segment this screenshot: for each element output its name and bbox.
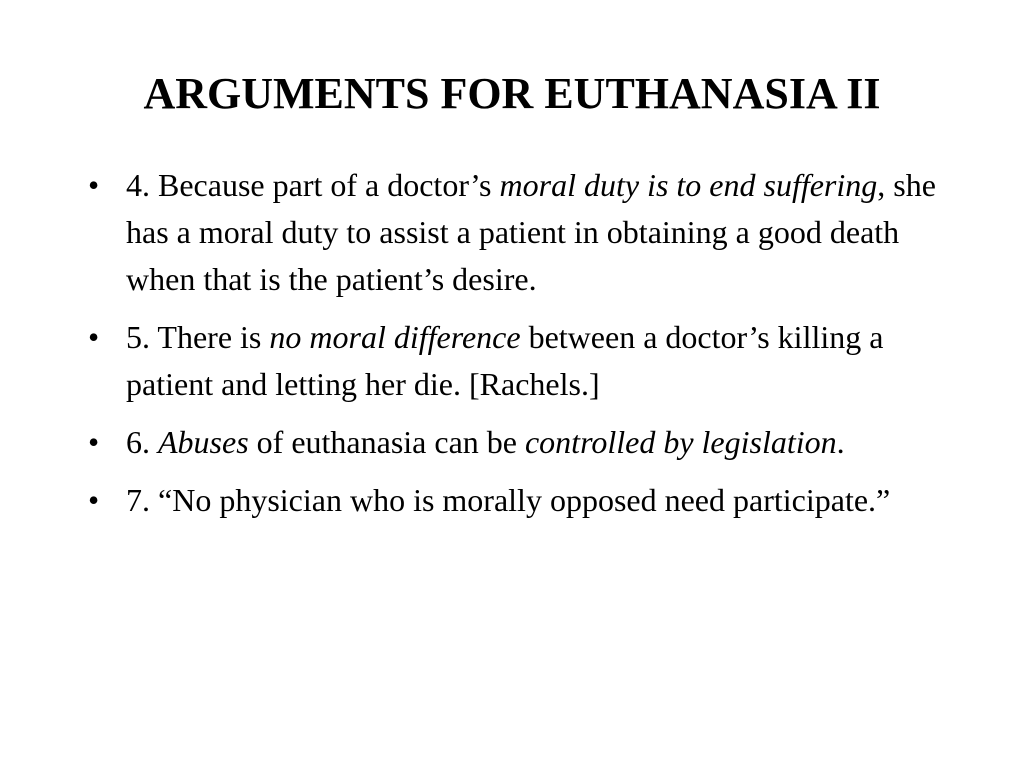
bullet-icon: • (88, 167, 100, 203)
bullet-icon: • (88, 424, 100, 460)
bullet-item-6 (88, 419, 948, 466)
bullet-list (88, 162, 948, 535)
bullet-emphasis: controlled by legislation (524, 424, 837, 460)
bullet-text (126, 482, 890, 518)
bullet-text-segment: 6. (126, 424, 158, 460)
bullet-emphasis: moral duty is to end suffering (499, 167, 878, 203)
bullet-text-segment: . (836, 424, 845, 460)
bullet-text-segment: 5. There is (126, 319, 270, 355)
bullet-text-segment: 7. “No physician who is morally opposed need participate.” (126, 482, 891, 518)
bullet-text (126, 167, 936, 297)
bullet-text-segment: , she has a moral duty to assist a patient in obtaining a good death when that is the patient’s desire. (126, 167, 936, 297)
bullet-text-segment: between a doctor’s killing a patient and letting her die. [Rachels.] (126, 319, 884, 402)
bullet-text-segment: of euthanasia can be (248, 424, 525, 460)
bullet-icon: • (88, 319, 100, 355)
bullet-icon: • (88, 482, 100, 518)
bullet-text (126, 424, 845, 460)
slide-title: ARGUMENTS FOR EUTHANASIA II (143, 69, 881, 118)
bullet-item-4 (88, 162, 948, 303)
bullet-item-7 (88, 477, 948, 524)
bullet-text-segment: 4. Because part of a doctor’s (126, 167, 500, 203)
bullet-emphasis: Abuses (158, 424, 249, 460)
bullet-emphasis: no moral difference (269, 319, 521, 355)
bullet-item-5 (88, 314, 948, 408)
bullet-text (126, 319, 883, 402)
